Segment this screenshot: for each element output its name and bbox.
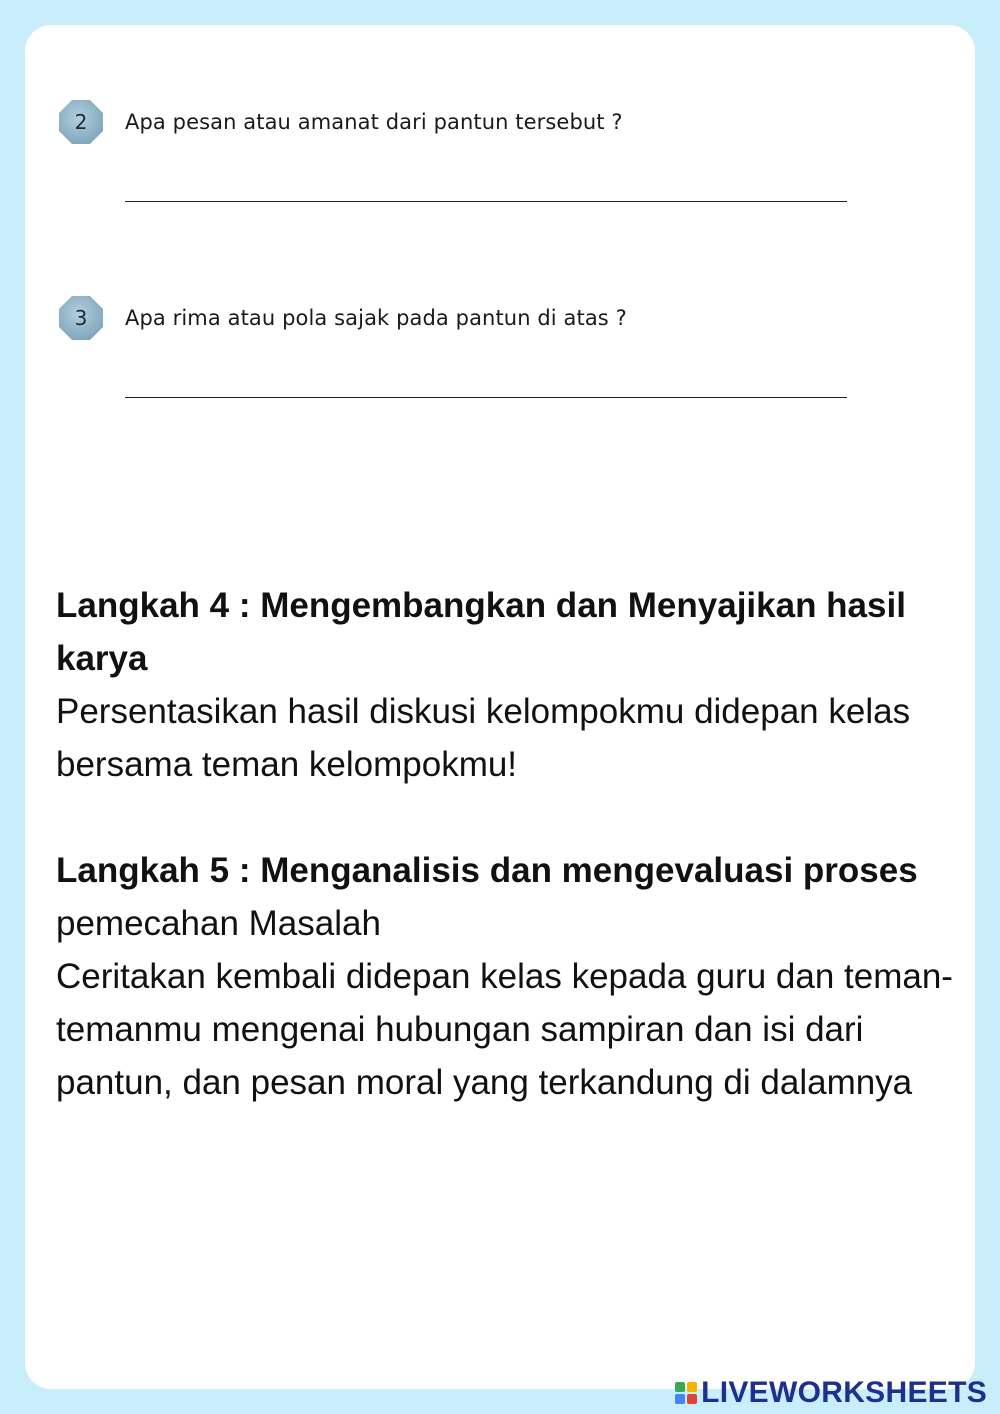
question-number: 3: [74, 306, 88, 330]
step-body: Ceritakan kembali didepan kelas kepada guru dan teman-temanmu mengenai hubungan sampiran dan isi dari pantun, dan pesan moral yang terkandung di dalamnya: [56, 957, 953, 1102]
question-text: Apa pesan atau amanat dari pantun tersebut ?: [125, 110, 623, 134]
question-number: 2: [74, 110, 88, 134]
answer-line[interactable]: [125, 397, 847, 398]
step-5-section: [56, 844, 956, 1109]
answer-line[interactable]: [125, 201, 847, 202]
question-text: Apa rima atau pola sajak pada pantun di atas ?: [125, 306, 627, 330]
step-title: Langkah 5 : Menganalisis dan mengevaluasi proses: [56, 851, 918, 890]
question-number-badge: [58, 99, 104, 145]
liveworksheets-brand[interactable]: [675, 1376, 987, 1410]
liveworksheets-logo-icon: [675, 1382, 697, 1404]
step-4-section: [56, 579, 956, 791]
question-number-badge: [58, 295, 104, 341]
step-subtitle: pemecahan Masalah: [56, 904, 381, 943]
step-body: Persentasikan hasil diskusi kelompokmu didepan kelas bersama teman kelompokmu!: [56, 692, 911, 784]
worksheet-page: [25, 25, 975, 1389]
step-title: Langkah 4 : Mengembangkan dan Menyajikan hasil karya: [56, 586, 906, 678]
brand-name: LIVEWORKSHEETS: [701, 1376, 987, 1409]
